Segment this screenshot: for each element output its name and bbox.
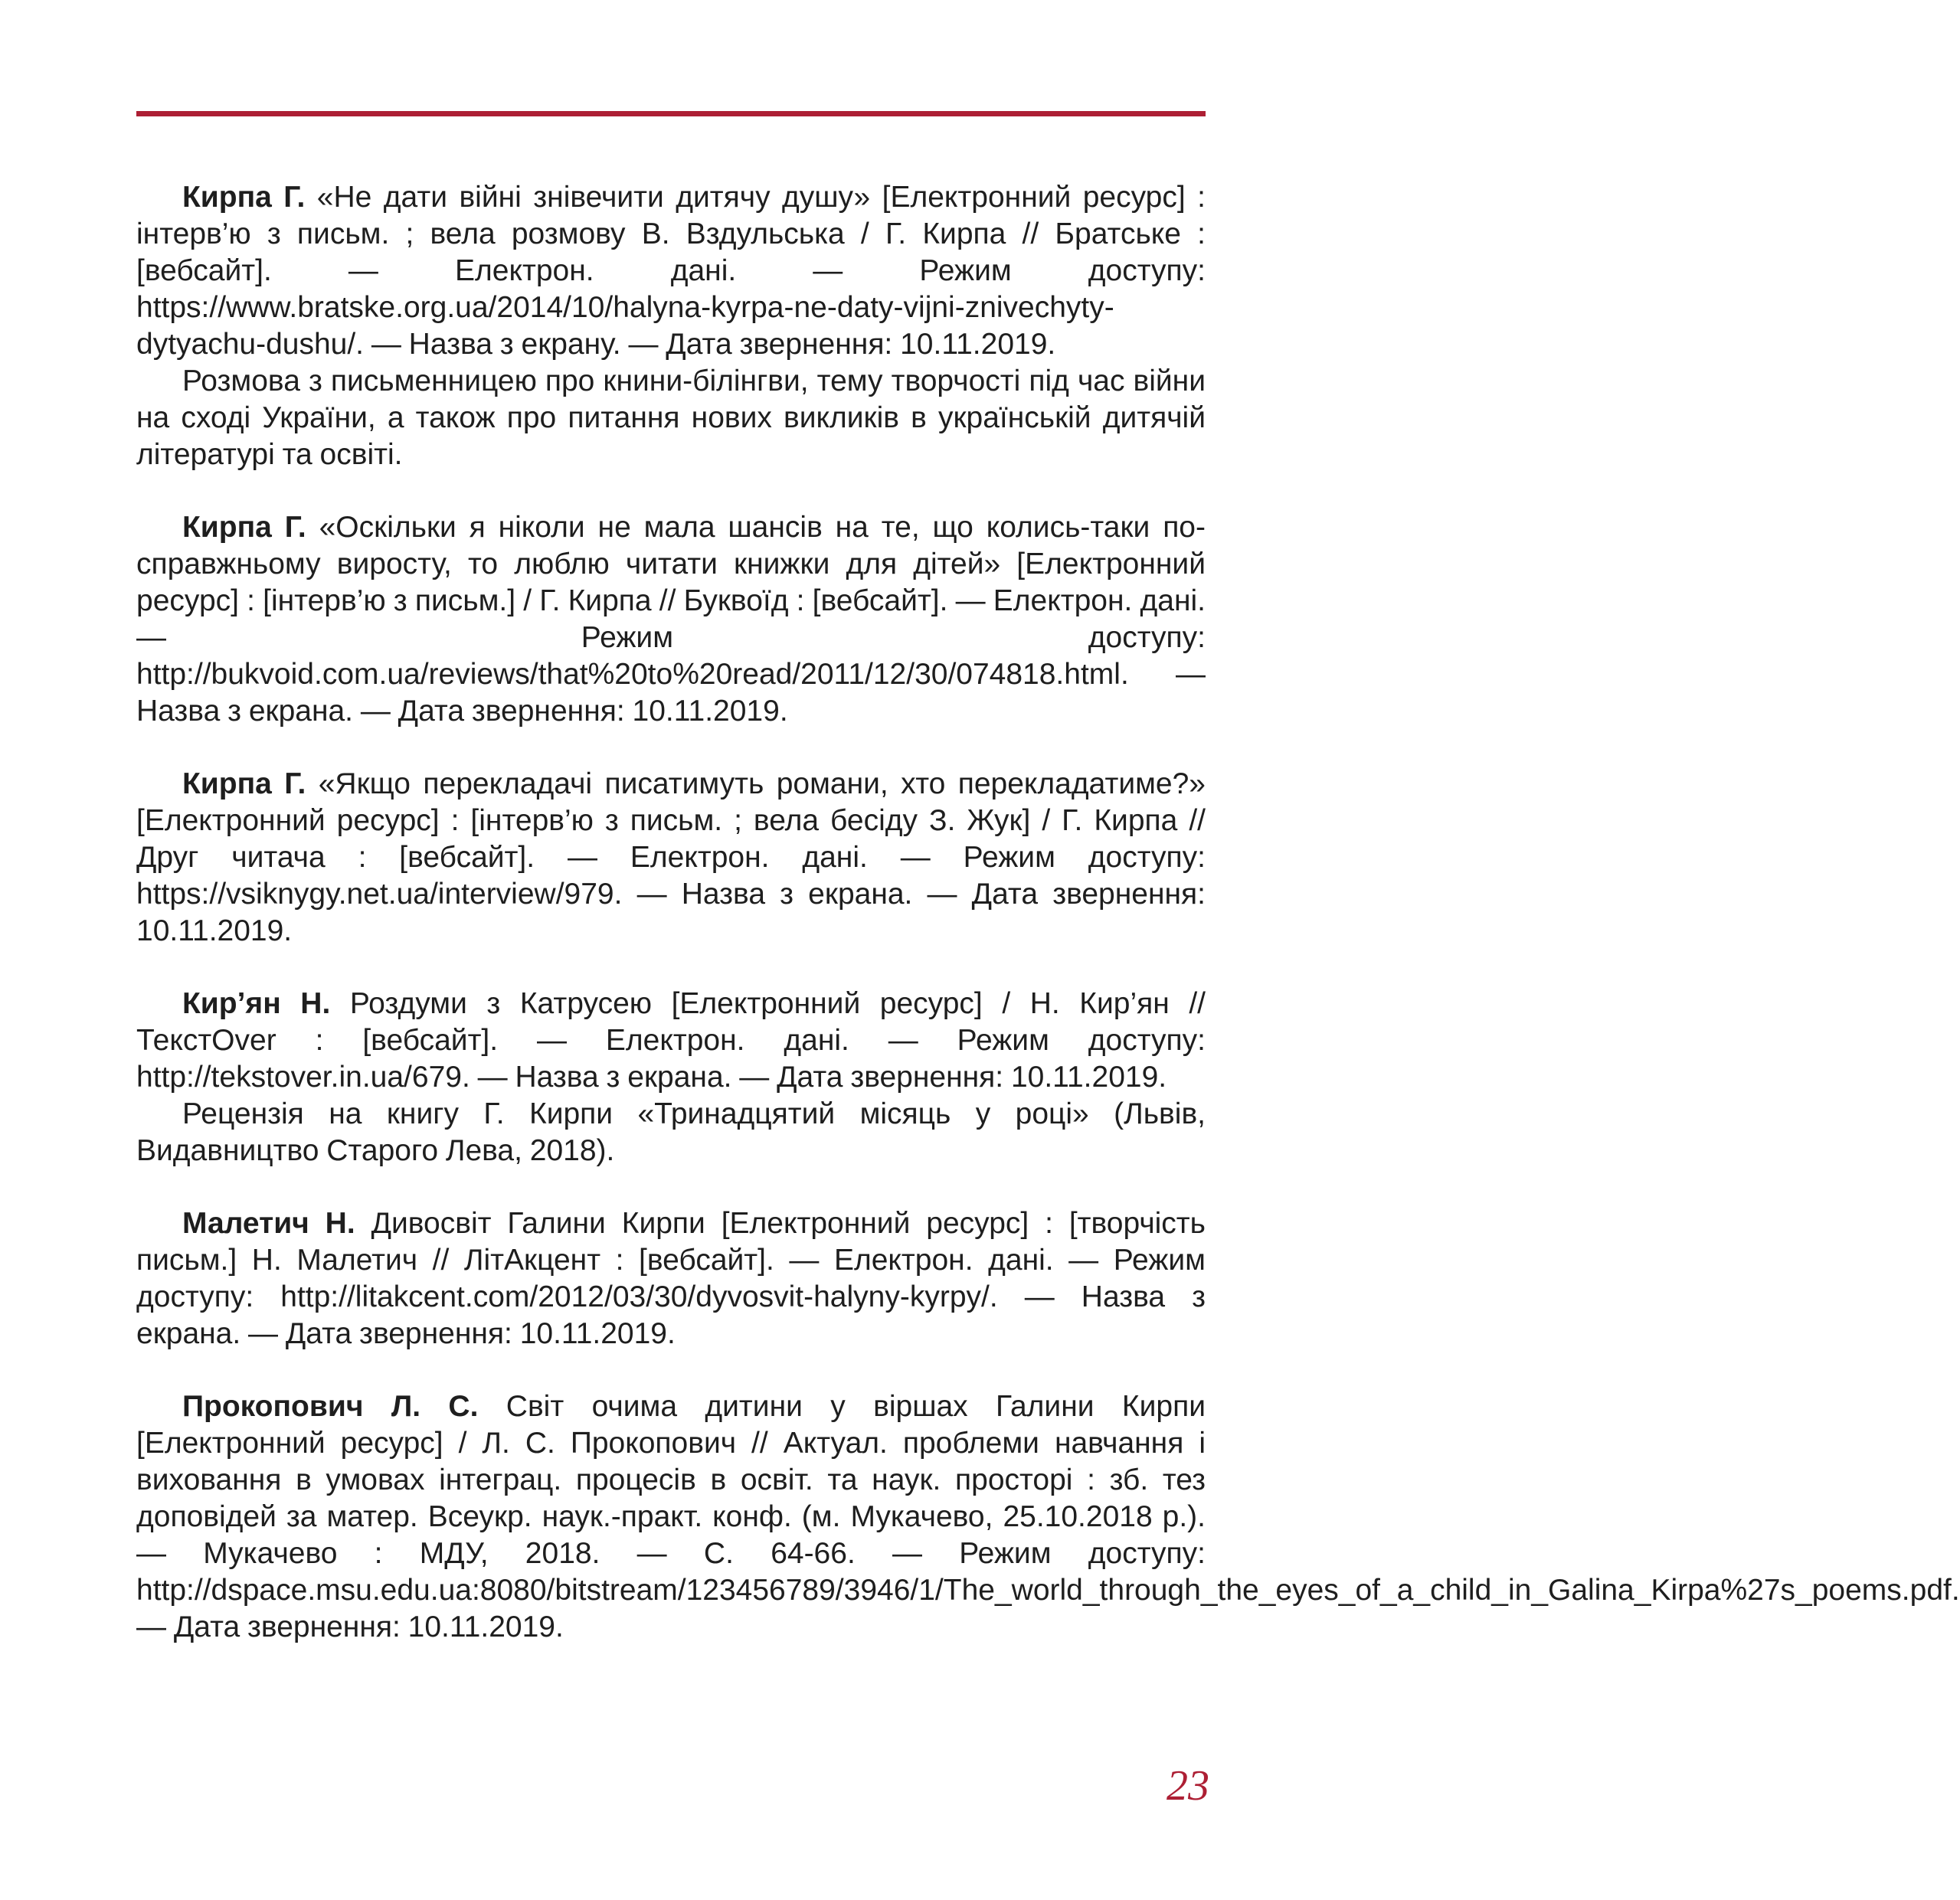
entry-citation-text: «Оскільки я ніколи не мала шансів на те, що колись-таки по-справжньому виросту, то люблю читати книжки для дітей» [Електронний ресурс] : [інтерв’ю з письм.] / Г. Кирпа // Буквоїд : [вебсайт]. — Електрон. дані. — Режим доступу: http://bukvoid.com.ua/reviews/that%20to%20read/2011/12/30/074818.html. — Назва з екрана. — Дата звернення: 10.11.2019.	[136, 511, 1206, 728]
entry-author: Кир’ян Н.	[182, 987, 331, 1020]
entry-citation-text: «Якщо перекладачі писатимуть романи, хто перекладатиме?» [Електронний ресурс] : [інтерв’ю з письм. ; вела бесіду З. Жук] / Г. Кирпа // Друг читача : [вебсайт]. — Електрон. дані. — Режим доступу: https://vsiknygy.net.ua/interview/979. — Назва з екрана. — Дата звернення: 10.11.2019.	[136, 767, 1206, 947]
entry-citation	[136, 509, 1206, 730]
entry-citation	[136, 1388, 1960, 1646]
entry-citation-text: Дивосвіт Галини Кирпи [Електронний ресурс] : [творчість письм.] Н. Малетич // ЛітАкцент : [вебсайт]. — Електрон. дані. — Режим доступу: http://litakcent.com/2012/03/30/dyvosvit-halyny-kyrpy/. — Назва з екрана. — Дата звернення: 10.11.2019.	[136, 1207, 1206, 1350]
entry-author: Прокопович Л. С.	[182, 1390, 479, 1423]
entry-citation-text: Роздуми з Катрусею [Електронний ресурс] / Н. Кир’ян // ТекстOver : [вебсайт]. — Електрон. дані. — Режим доступу: http://tekstover.in.ua/679. — Назва з екрана. — Дата звернення: 10.11.2019.	[136, 987, 1206, 1094]
bibliography-entry	[136, 509, 1206, 730]
entry-citation-text: Світ очима дитини у віршах Галини Кирпи [Електронний ресурс] / Л. С. Прокопович // Актуал. проблеми навчання і виховання в умовах інтеграц. процесів в освіт. та наук. просторі : зб. тез доповідей за матер. Всеукр. наук.-практ. конф. (м. Мукачево, 25.10.2018 р.). — Мукачево : МДУ, 2018. — С. 64-66. — Режим доступу: http://dspace.msu.edu.ua:8080/bitstream/123456789/3946/1/The_world_through_the_eyes_of_a_child_in_Galina_Kirpa%27s_poems.pdf. — Дата звернення: 10.11.2019.	[136, 1390, 1960, 1643]
bibliography-entry	[136, 766, 1206, 950]
top-rule	[136, 111, 1206, 116]
page-number: 23	[1167, 1762, 1209, 1810]
entry-citation-text: «Не дати війні знівечити дитячу душу» [Електронний ресурс] : інтерв’ю з письм. ; вела розмову В. Вздульська / Г. Кирпа // Братське : [вебсайт]. — Електрон. дані. — Режим доступу: https://www.bratske.org.ua/2014/10/halyna-kyrpa-ne-daty-vijni-znivechyty-dytyachu-dushu/. — Назва з екрану. — Дата звернення: 10.11.2019.	[136, 181, 1206, 361]
entry-author: Кирпа Г.	[182, 511, 306, 544]
entry-citation	[136, 179, 1206, 363]
entry-annotation: Розмова з письменницею про книни-білінгви, тему творчості під час війни на сході України, а також про питання нових викликів в українській дитячій літературі та освіті.	[136, 365, 1206, 471]
entry-author: Малетич Н.	[182, 1207, 355, 1240]
entry-author: Кирпа Г.	[182, 767, 306, 800]
bibliography-entry	[136, 179, 1206, 473]
entry-citation	[136, 1205, 1206, 1352]
bibliography-entry	[136, 1205, 1206, 1352]
bibliography-list	[136, 179, 1960, 1682]
entry-author: Кирпа Г.	[182, 181, 306, 214]
entry-annotation: Рецензія на книгу Г. Кирпи «Тринадцятий місяць у році» (Львів, Видавництво Старого Лева, 2018).	[136, 1097, 1206, 1167]
entry-citation	[136, 766, 1206, 950]
bibliography-entry	[136, 986, 1206, 1169]
bibliography-entry	[136, 1388, 1960, 1646]
entry-citation	[136, 986, 1206, 1096]
